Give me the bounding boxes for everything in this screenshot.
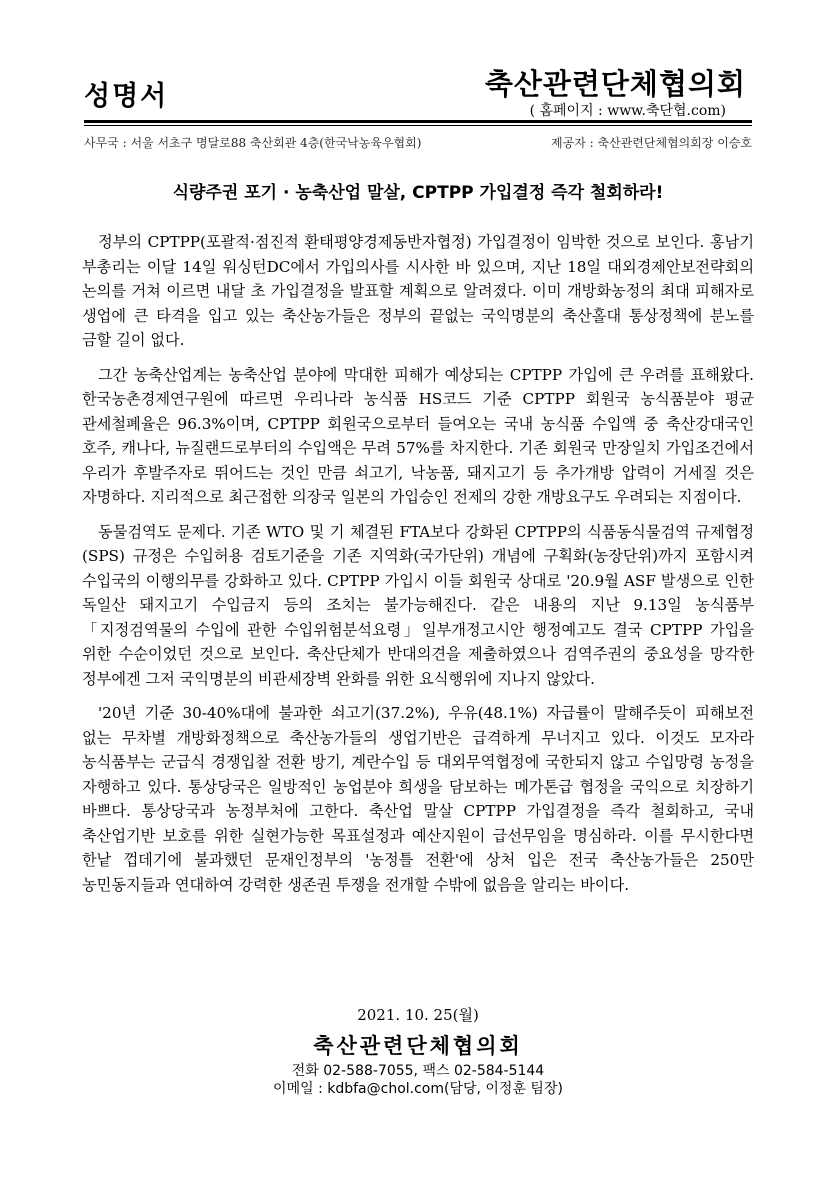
- organization-title: 축산관련단체협의회: [484, 67, 746, 101]
- provider-info: 제공자 : 축산관련단체협의회장 이승호: [551, 136, 752, 150]
- statement-body: [82, 230, 754, 907]
- body-paragraph: 정부의 CPTPP(포괄적·점진적 환태평양경제동반자협정) 가입결정이 임박한 것으로 보인다. 홍남기 부총리는 이달 14일 워싱턴DC에서 가입의사를 시사한 바 있으며, 지난 18일 대외경제안보전략회의 논의를 거쳐 이르면 내달 초 가입결정을 발표할 계획으로 알려졌다. 이미 개방화농정의 최대 피해자로 생업에 큰 타격을 입고 있는 축산농가들은 정부의 끝없는 국익명분의 축산홀대 통상정책에 분노를 금할 길이 없다.: [82, 233, 754, 349]
- body-paragraph: 동물검역도 문제다. 기존 WTO 및 기 체결된 FTA보다 강화된 CPTPP의 식품동식물검역 규제협정(SPS) 규정은 수입허용 검토기준을 기존 지역화(국가단위) 개념에 구획화(농장단위)까지 포함시켜 수입국의 이행의무를 강화하고 있다. CPTPP 가입시 이들 회원국 상대로 '20.9월 ASF 발생으로 인한 독일산 돼지고기 수입금지 등의 조치는 불가능해진다. 같은 내용의 지난 9.13일 농식품부「지정검역물의 수입에 관한 수입위험분석요령」일부개정고시안 행정예고도 결국 CPTPP 가입을 위한 수순이었던 것으로 보인다. 축산단체가 반대의견을 제출하였으나 검역주권의 중요성을 망각한 정부에겐 그저 국익명분의 비관세장벽 완화를 위한 요식행위에 지나지 않았다.: [82, 522, 754, 688]
- signature-organization: 축산관련단체협의회: [313, 1034, 523, 1058]
- header-rule-thick: [84, 120, 752, 123]
- contact-phone: 전화 02-588-7055, 팩스 02-584-5144: [291, 1063, 545, 1079]
- document-type-title: 성명서: [84, 81, 169, 112]
- statement-date: 2021. 10. 25(월): [357, 1006, 479, 1024]
- office-info-line: [84, 134, 752, 151]
- homepage-line: ( 홈페이지 : www.축단협.com): [529, 103, 726, 119]
- contact-email: 이메일 : kdbfa@chol.com(담당, 이정훈 팀장): [273, 1081, 563, 1097]
- body-paragraph: 그간 농축산업계는 농축산업 분야에 막대한 피해가 예상되는 CPTPP 가입에 큰 우려를 표해왔다. 한국농촌경제연구원에 따르면 우리나라 농식품 HS코드 기준 CPTPP 회원국 농식품분야 평균 관세철폐율은 96.3%이며, CPTPP 회원국으로부터 들여오는 국내 농식품 수입액 중 축산강대국인 호주, 캐나다, 뉴질랜드로부터의 수입액은 무려 57%를 차지한다. 기존 회원국 만장일치 가입조건에서 우리가 후발주자로 뛰어드는 것인 만큼 쇠고기, 낙농품, 돼지고기 등 추가개방 압력이 거세질 것은 자명하다. 지리적으로 최근접한 의장국 일본의 가입승인 전제의 강한 개방요구도 우려되는 지점이다.: [82, 365, 754, 506]
- office-address: 사무국 : 서울 서초구 명달로88 축산회관 4층(한국낙농육우협회): [84, 136, 422, 150]
- header-rule-thin: [84, 125, 752, 126]
- statement-headline: 식량주권 포기 · 농축산업 말살, CPTPP 가입결정 즉각 철회하라!: [172, 183, 664, 203]
- body-paragraph: '20년 기준 30-40%대에 불과한 쇠고기(37.2%), 우유(48.1%) 자급률이 말해주듯이 피해보전 없는 무차별 개방화정책으로 축산농가들의 생업기반은 급격하게 무너지고 있다. 이것도 모자라 농식품부는 군급식 경쟁입찰 전환 방기, 계란수입 등 대외무역협정에 국한되지 않고 수입망령 농정을 자행하고 있다. 통상당국은 일방적인 농업분야 희생을 담보하는 메가톤급 협정을 국익으로 치장하기 바쁘다. 통상당국과 농정부처에 고한다. 축산업 말살 CPTPP 가입결정을 즉각 철회하고, 국내 축산업기반 보호를 위한 실현가능한 목표설정과 예산지원이 급선무임을 명심하라. 이를 무시한다면 한낱 껍데기에 불과했던 문재인정부의 '농정틀 전환'에 상처 입은 전국 축산농가들은 250만 농민동지들과 연대하여 강력한 생존권 투쟁을 전개할 수밖에 없음을 알리는 바이다.: [82, 704, 754, 894]
